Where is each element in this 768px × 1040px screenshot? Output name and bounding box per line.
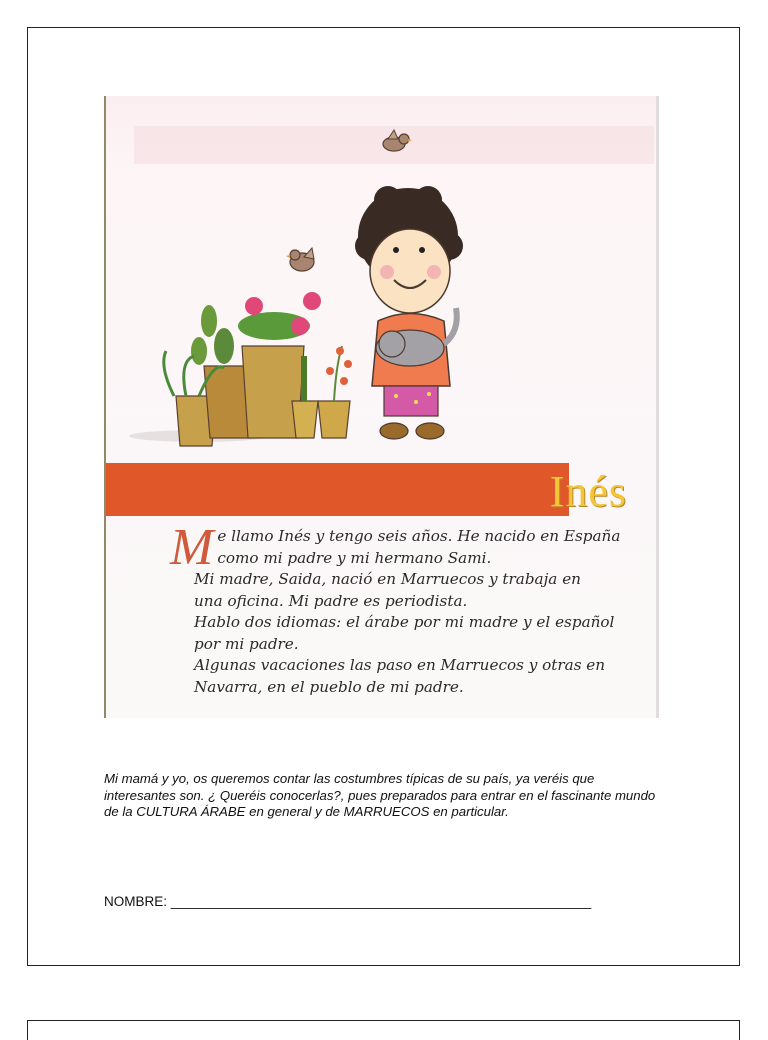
scanned-book-page <box>104 96 659 718</box>
bird-icon <box>286 248 314 271</box>
story-line: una oficina. Mi padre es periodista. <box>194 591 468 610</box>
story-line: Algunas vacaciones las paso en Marruecos y otras en <box>194 656 606 674</box>
story-dropcap: M <box>170 519 214 576</box>
story-line: Navarra, en el pueblo de mi padre. <box>194 677 464 696</box>
story-line: como mi padre y mi hermano Sami. <box>217 548 492 567</box>
title-band <box>106 463 569 516</box>
story-line: por mi padre. <box>194 634 299 653</box>
name-field-label[interactable]: NOMBRE: ________________________________________________________ <box>104 894 592 909</box>
story-line: e llamo Inés y tengo seis años. He nacido en España <box>217 527 621 545</box>
page-title: Inés <box>549 467 627 516</box>
girl-with-cat-illustration <box>355 186 463 439</box>
story-text <box>170 519 621 698</box>
bird-icon <box>383 130 412 151</box>
intro-paragraph: Mi mamá y yo, os queremos contar las costumbres típicas de su país, ya veréis que interesantes son. ¿ Queréis conocerlas?, pues preparados para entrar en el fascinante mundo de la CULTURA ÁRABE en general y de MARRUECOS en particular. <box>104 771 656 819</box>
story-line: Mi madre, Saida, nació en Marruecos y trabaja en <box>194 570 581 588</box>
illustration <box>104 96 659 466</box>
story-line: Hablo dos idiomas: el árabe por mi madre y el español <box>194 613 615 631</box>
potted-plants-illustration <box>129 292 352 446</box>
worksheet-page <box>27 27 740 966</box>
next-page-edge <box>27 1020 740 1040</box>
